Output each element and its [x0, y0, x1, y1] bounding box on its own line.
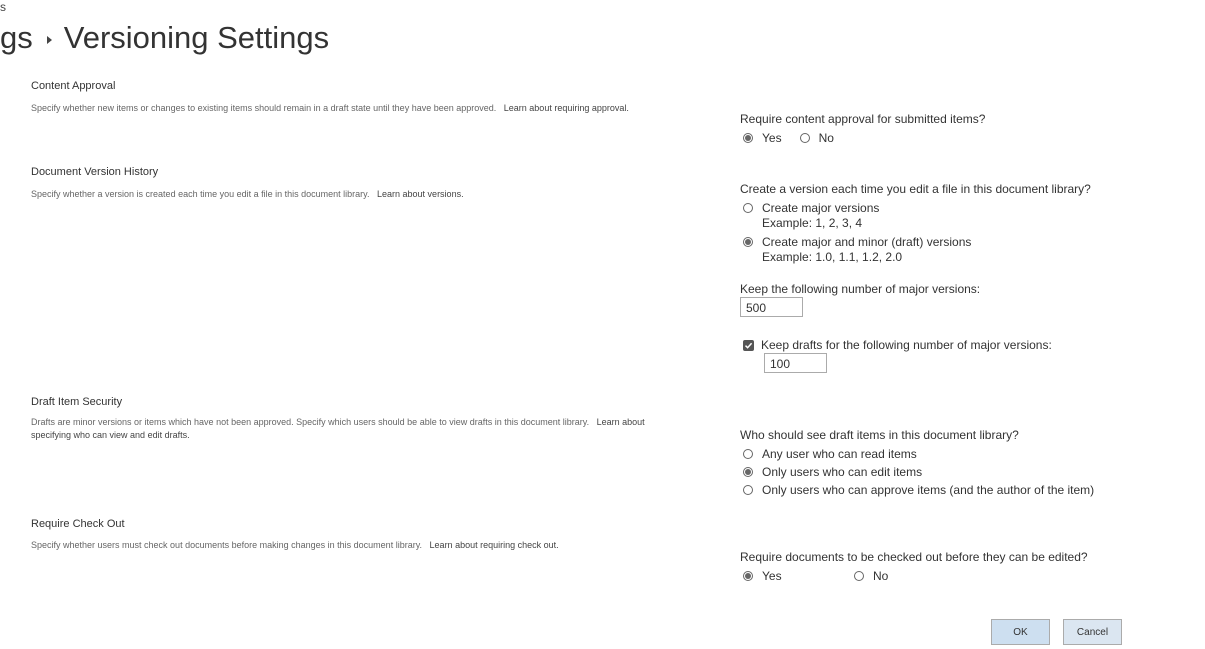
learn-check-out-link[interactable]: Learn about requiring check out.	[429, 540, 559, 550]
minor-versions-example: Example: 1.0, 1.1, 1.2, 2.0	[762, 250, 903, 264]
draft-read-radio[interactable]	[743, 449, 753, 459]
check-out-no-option: No	[854, 569, 888, 583]
keep-drafts-row	[743, 338, 1052, 352]
draft-approve-radio[interactable]	[743, 485, 753, 495]
draft-edit-option: Only users who can edit items	[743, 465, 922, 479]
content-approval-title: Content Approval	[31, 80, 116, 92]
content-approval-radio-group: Yes No	[743, 131, 834, 145]
draft-approve-option: Only users who can approve items (and the author of the item)	[743, 483, 1094, 497]
learn-versions-link[interactable]: Learn about versions.	[377, 189, 464, 199]
keep-drafts-label: Keep drafts for the following number of major versions:	[761, 338, 1052, 352]
draft-read-option: Any user who can read items	[743, 447, 917, 461]
version-history-description: Specify whether a version is created each time you edit a file in this document library. Learn about versions.	[31, 189, 464, 199]
major-versions-example: Example: 1, 2, 3, 4	[762, 216, 863, 230]
content-approval-question: Require content approval for submitted items?	[740, 112, 986, 126]
content-approval-no-radio[interactable]	[800, 133, 810, 143]
keep-drafts-input[interactable]: 100	[764, 353, 827, 373]
cancel-button[interactable]: Cancel	[1063, 619, 1122, 645]
keep-drafts-checkbox[interactable]	[743, 340, 754, 351]
breadcrumb-previous[interactable]: gs	[0, 20, 33, 55]
check-out-yes-option: Yes	[743, 569, 782, 583]
learn-approval-link[interactable]: Learn about requiring approval.	[503, 103, 629, 113]
ok-button[interactable]: OK	[991, 619, 1050, 645]
learn-draft-security-link-1[interactable]: Learn about	[596, 417, 645, 427]
draft-security-description: Drafts are minor versions or items which have not been approved. Specify which users should be able to view drafts in this document library. Learn about specifying who can view and edit drafts.	[31, 417, 645, 440]
content-approval-yes-radio[interactable]	[743, 133, 753, 143]
breadcrumb	[0, 18, 329, 58]
check-out-no-radio[interactable]	[854, 571, 864, 581]
draft-edit-radio[interactable]	[743, 467, 753, 477]
check-icon	[744, 341, 753, 350]
check-out-question: Require documents to be checked out before they can be edited?	[740, 550, 1088, 564]
version-history-question: Create a version each time you edit a file in this document library?	[740, 182, 1091, 196]
content-approval-description: Specify whether new items or changes to existing items should remain in a draft state until they have been approved. Learn about requiring approval.	[31, 103, 629, 113]
check-out-title: Require Check Out	[31, 518, 125, 530]
draft-security-title: Draft Item Security	[31, 396, 123, 408]
learn-draft-security-link-2[interactable]: specifying who can view and edit drafts.	[31, 430, 190, 440]
major-versions-radio[interactable]	[743, 203, 753, 213]
breadcrumb-separator-icon	[47, 36, 52, 44]
version-history-title: Document Version History	[31, 166, 159, 178]
page-title: Versioning Settings	[63, 20, 330, 55]
keep-major-label: Keep the following number of major versions:	[740, 282, 981, 296]
draft-security-question: Who should see draft items in this document library?	[740, 428, 1019, 442]
check-out-yes-radio[interactable]	[743, 571, 753, 581]
keep-major-input[interactable]: 500	[740, 297, 803, 317]
minor-versions-radio[interactable]	[743, 237, 753, 247]
breadcrumb-previous-top[interactable]: s	[0, 0, 6, 14]
check-out-description: Specify whether users must check out documents before making changes in this document library. Learn about requiring check out.	[31, 540, 559, 550]
major-versions-option: Create major versions	[743, 201, 879, 215]
minor-versions-option: Create major and minor (draft) versions	[743, 235, 971, 249]
